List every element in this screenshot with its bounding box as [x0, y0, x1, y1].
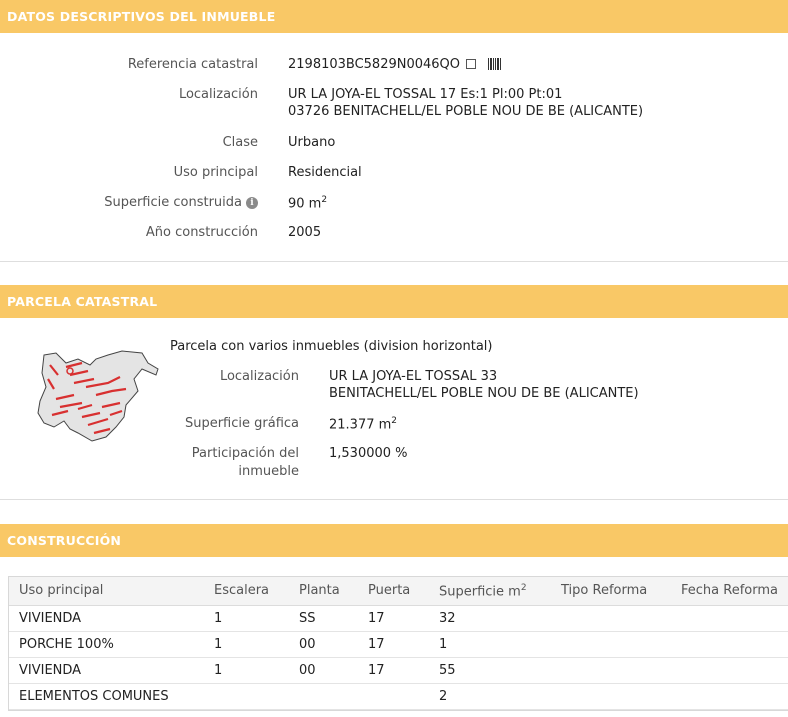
superficie-construida-label-row	[0, 195, 258, 210]
referencia-catastral-label: Referencia catastral	[127, 57, 258, 72]
cell-planta	[289, 683, 358, 709]
barcode-icon[interactable]	[488, 58, 501, 74]
cell-planta: 00	[289, 657, 358, 683]
parcela-catastral-header	[0, 285, 788, 318]
parcel-map-image[interactable]	[30, 345, 162, 450]
superficie-construida-label: Superficie construida	[104, 195, 242, 210]
superficie-grafica-label: Superficie gráfica	[184, 416, 299, 431]
participacion-label-line1: Participación del	[191, 446, 299, 461]
localizacion-label: Localización	[178, 87, 258, 102]
uso-principal-value: Residencial	[288, 165, 362, 180]
referencia-catastral-row	[288, 57, 501, 74]
participacion-value: 1,530000 %	[329, 446, 408, 461]
cell-puerta: 17	[358, 605, 429, 631]
cell-uso: VIVIENDA	[9, 657, 204, 683]
cell-escalera: 1	[204, 657, 289, 683]
cell-planta: SS	[289, 605, 358, 631]
cell-uso: ELEMENTOS COMUNES	[9, 683, 204, 709]
superficie-grafica-value: 21.377 m	[329, 417, 392, 433]
uso-principal-label: Uso principal	[173, 165, 258, 180]
cell-escalera: 1	[204, 605, 289, 631]
superficie-construida-value: 90 m	[288, 196, 322, 212]
parcela-localizacion-line1: UR LA JOYA-EL TOSSAL 33	[329, 369, 498, 384]
col-planta: Planta	[289, 577, 358, 605]
cell-tipo-reforma	[551, 631, 671, 657]
cell-fecha-reforma	[671, 605, 788, 631]
col-fecha-reforma: Fecha Reforma	[671, 577, 788, 605]
col-superficie-label: Superficie m	[439, 583, 521, 599]
cell-puerta: 17	[358, 631, 429, 657]
parcela-localizacion-label: Localización	[219, 369, 299, 384]
datos-descriptivos-header	[0, 0, 788, 33]
anio-construccion-value: 2005	[288, 225, 322, 240]
localizacion-line2: 03726 BENITACHELL/EL POBLE NOU DE BE (ALICANTE)	[288, 104, 644, 119]
superficie-construida-exponent: 2	[321, 195, 328, 205]
col-puerta: Puerta	[358, 577, 429, 605]
cell-superficie: 2	[429, 683, 551, 709]
parcela-localizacion-line2: BENITACHELL/EL POBLE NOU DE BE (ALICANTE)	[329, 386, 639, 401]
construccion-header	[0, 524, 788, 557]
superficie-grafica-row	[329, 416, 397, 432]
cell-tipo-reforma	[551, 657, 671, 683]
construccion-table	[9, 577, 788, 710]
datos-divider	[0, 261, 788, 262]
table-row	[9, 657, 788, 683]
col-uso-principal: Uso principal	[9, 577, 204, 605]
parcela-divider	[0, 499, 788, 500]
cell-superficie: 55	[429, 657, 551, 683]
cell-puerta	[358, 683, 429, 709]
clase-label: Clase	[222, 135, 258, 150]
clase-value: Urbano	[288, 135, 336, 150]
cell-planta: 00	[289, 631, 358, 657]
cell-fecha-reforma	[671, 683, 788, 709]
anio-construccion-label: Año construcción	[145, 225, 258, 240]
cell-tipo-reforma	[551, 683, 671, 709]
cell-escalera: 1	[204, 631, 289, 657]
localizacion-line1: UR LA JOYA-EL TOSSAL 17 Es:1 Pl:00 Pt:01	[288, 87, 563, 102]
parcela-descripcion: Parcela con varios inmuebles (division horizontal)	[170, 339, 493, 354]
copy-icon[interactable]	[466, 59, 476, 69]
table-row	[9, 605, 788, 631]
participacion-label-line2: inmueble	[238, 464, 299, 479]
table-row	[9, 683, 788, 709]
table-row	[9, 631, 788, 657]
cell-tipo-reforma	[551, 605, 671, 631]
parcela-catastral-title: PARCELA CATASTRAL	[7, 294, 158, 309]
cell-superficie: 32	[429, 605, 551, 631]
superficie-grafica-exponent: 2	[391, 416, 398, 426]
col-tipo-reforma: Tipo Reforma	[551, 577, 671, 605]
cell-uso: VIVIENDA	[9, 605, 204, 631]
cell-puerta: 17	[358, 657, 429, 683]
info-icon[interactable]: i	[246, 197, 258, 209]
cell-uso: PORCHE 100%	[9, 631, 204, 657]
cell-fecha-reforma	[671, 657, 788, 683]
construccion-title: CONSTRUCCIÓN	[7, 533, 122, 548]
datos-descriptivos-title: DATOS DESCRIPTIVOS DEL INMUEBLE	[7, 9, 276, 24]
cell-escalera	[204, 683, 289, 709]
cell-superficie: 1	[429, 631, 551, 657]
table-header-row	[9, 577, 788, 605]
col-superficie	[429, 577, 551, 605]
cell-fecha-reforma	[671, 631, 788, 657]
superficie-construida-row	[288, 195, 327, 211]
col-escalera: Escalera	[204, 577, 289, 605]
col-superficie-exponent: 2	[520, 582, 527, 593]
construccion-table-wrapper	[8, 576, 788, 711]
referencia-catastral-value: 2198103BC5829N0046QO	[288, 57, 461, 72]
